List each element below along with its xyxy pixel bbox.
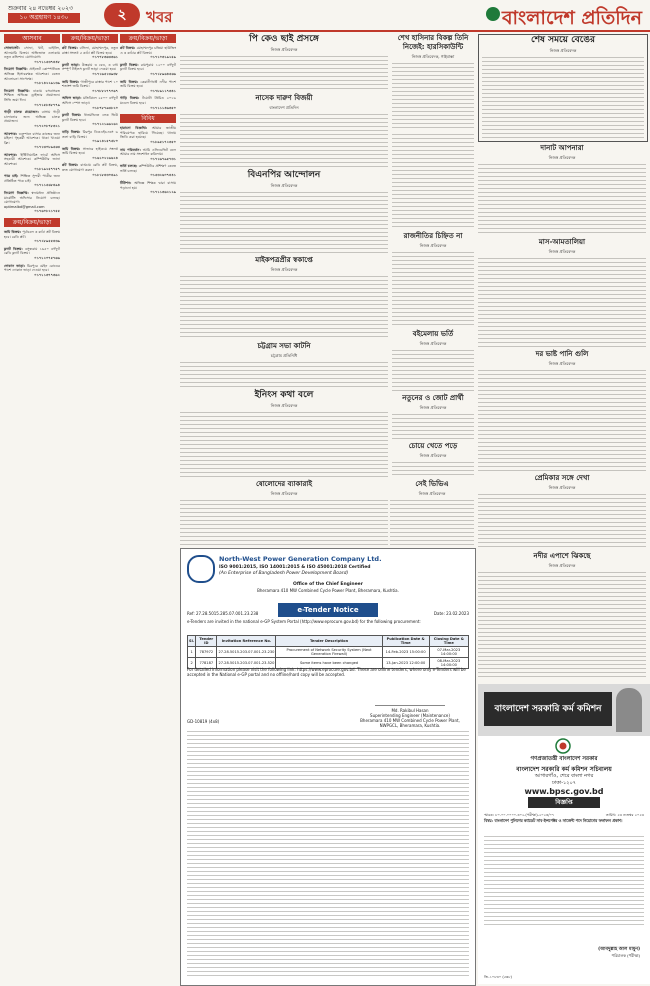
story-byline: নিজস্ব প্রতিবেদক xyxy=(270,491,298,496)
classified-ad xyxy=(62,163,118,177)
ad-key: ফ্ল্যাট বিক্রয়: xyxy=(62,113,82,118)
classified-ad xyxy=(62,130,118,144)
classifieds-header: ক্রয়/বিক্রয়/ভাড়া xyxy=(120,34,176,43)
table-header-cell: Closing Date & Time xyxy=(429,636,468,647)
ad-phone: ০১৭১২১৯৬২৬২ xyxy=(92,122,118,127)
ad-phone: ০১৮১৮৪৩০৪৯১ xyxy=(92,172,118,177)
ad-key: জমি বিক্রয়: xyxy=(62,79,80,84)
news-story xyxy=(180,170,388,254)
ad-phone: ০১৯১৪১৫৭৫৮০ xyxy=(92,139,118,144)
ad-text: ধানমন্ডিতে লেক ভিউ ফ্ল্যাট বিক্রয় হবে। xyxy=(62,113,118,122)
ad-phone: ০১৮৭৮৭৯৩৮২০ xyxy=(92,105,118,110)
table-cell: 1 xyxy=(188,647,196,658)
story-headline: ইনিংস কথা বলে xyxy=(254,390,314,400)
table-cell: Some items have been changed xyxy=(276,658,382,669)
ad-phone: ০১৭১১১৪৬৩৫০ xyxy=(150,105,176,110)
story-headline: দর ভাষ্ট পানি গুলি xyxy=(535,350,589,358)
ad-phone: ০১৭১৬৭৯৫৭৩১ xyxy=(150,156,176,161)
classified-ad xyxy=(62,46,118,60)
classifieds-header: ক্রয়/বিক্রয়/ভাড়া xyxy=(62,34,118,43)
news-story xyxy=(390,480,474,546)
signature-mark xyxy=(375,697,445,706)
ads-list xyxy=(62,46,118,177)
ad-key: নাম পরিবর্তন: xyxy=(120,147,141,152)
table-cell: 27.28.5015.203.07.001.23.520 xyxy=(217,658,276,669)
ad-text: বাসায় গাড়ী চালানোর জন্য অভিজ্ঞ চালক প্রয়োজন। xyxy=(4,110,60,124)
classified-ad xyxy=(4,247,60,261)
ad-text: উত্তরায় ৩ বেড, ৩ বাথ সম্পূর্ণ টাইলস ফ্ল্যাট ভাড়া দেওয়া হবে। xyxy=(62,62,118,72)
ads-list xyxy=(4,230,60,277)
tender-table-header xyxy=(188,636,469,647)
ad-text: রামপুরায় ১২০০ বর্গফুট ফ্ল্যাট বিক্রয় হবে। xyxy=(120,62,176,72)
story-headline: নদীর এপাশে ঝিকছে xyxy=(533,552,591,560)
ad-phone: ০১৬১০২১৬৬২৪ xyxy=(92,155,118,160)
classified-ad xyxy=(120,46,176,60)
organization-city: ঢাকা-১২০৭ xyxy=(551,780,577,786)
bpsc-notice xyxy=(478,684,650,984)
story-byline: নিজস্ব প্রতিবেদক xyxy=(548,361,576,366)
notice-date: Date: 23.02.2023 xyxy=(433,611,469,616)
table-cell: 2 xyxy=(188,658,196,669)
classified-ad xyxy=(4,67,60,85)
story-byline: নিজস্ব প্রতিবেদক, গাইবান্ধা xyxy=(411,54,455,59)
ad-phone: ০১৭১৬৫১৩৯৩৮ xyxy=(92,71,118,76)
signer-title: Superintending Engineer (Maintenance) xyxy=(370,713,450,718)
story-byline: নিজস্ব প্রতিবেদক xyxy=(548,485,576,490)
ad-phone: ০১৭১৩০৮৯৫৬৩ xyxy=(34,145,60,150)
classifieds-header: বিবিধ xyxy=(120,114,176,123)
section-title: খবর xyxy=(146,8,173,26)
classified-ad xyxy=(62,113,118,127)
ad-key: বাড়ি বিক্রয়: xyxy=(62,129,81,134)
story-byline: নিজস্ব প্রতিবেদক xyxy=(548,249,576,254)
signer-name: Md. Rakibul Hasan xyxy=(391,708,429,713)
classified-ad xyxy=(4,110,60,128)
notice-body xyxy=(484,836,644,926)
classifieds-column-3 xyxy=(120,34,176,980)
brand-logo-icon xyxy=(486,7,500,21)
notice-more-info: For detailed information please visit the following link: https://www.eprocure.gov.bd. These are online tenders, where only e-Tenders will be accepted in the National e-GP portal and no offline/hard copy will be accepted. xyxy=(187,667,466,677)
table-cell: 778187 xyxy=(196,658,217,669)
ad-phone: ০১৭১২০৭৫৭৬৬ xyxy=(34,255,60,260)
story-byline: নিজস্ব প্রতিবেদক xyxy=(270,183,298,188)
ad-text: কেরানীগঞ্জে নদীর পাশে জমি বিক্রয় হবে। xyxy=(120,79,176,89)
ad-phone: ০১৭২০৮৭৮৩২১ xyxy=(34,123,60,128)
story-headline: শেষ সময়ে বেঙের xyxy=(531,35,595,45)
ad-text: বাড্ডায় রেডি প্লট বিক্রয়, দ্রুত যোগাযোগ করুন। xyxy=(62,163,118,173)
classified-ad xyxy=(120,181,176,195)
story-headline: চোয়ে খেতে পড়ে xyxy=(408,442,458,450)
news-story xyxy=(392,330,474,392)
story-headline: দানাট আপনারা xyxy=(540,144,584,152)
ad-key: আবশ্যক: xyxy=(4,131,18,136)
table-cell: 13-Jan-2023 12:00:00 xyxy=(382,658,429,669)
ad-phone: ০১৭১০৩১৯২৫৯ xyxy=(150,55,176,60)
bangla-date: ১০ অগ্রহায়ণ ১৪৩০ xyxy=(8,13,80,23)
news-story xyxy=(478,238,646,348)
ad-key: জমি বিক্রয়: xyxy=(120,79,139,84)
ad-key: নিয়োগ বিজ্ঞপ্তি: xyxy=(4,191,29,196)
table-cell: 787972 xyxy=(196,647,217,658)
ad-key: ফ্ল্যাট ভাড়া: xyxy=(62,62,80,67)
memo-date: তারিখ: ২৩ নভেম্বর ২০২৩ xyxy=(605,813,644,817)
ad-key: ফ্ল্যাট বিক্রয়: xyxy=(4,246,23,251)
story-byline: নিজস্ব প্রতিবেদক xyxy=(419,243,447,248)
news-story xyxy=(392,34,474,132)
ad-key: প্লট বিক্রয়: xyxy=(120,46,136,50)
table-header-cell: Publication Date & Time xyxy=(382,636,429,647)
ad-phone: ০১৮১৯২৫৭৭৫৭ xyxy=(34,166,60,171)
notice-intro: e-Tenders are invited in the national e-GP System Portal (http://www.eprocure.gov.bd) for the following procurement: xyxy=(187,619,421,624)
table-row xyxy=(188,647,469,658)
news-story xyxy=(180,342,388,388)
ad-phone: ০১৭৮৮২৭৭০৬৭ xyxy=(92,88,118,93)
ad-text: আমি এফিডেভিট বলে আমার নাম সংশোধন করিলাম। xyxy=(120,147,176,157)
story-byline: নিজস্ব প্রতিবেদক xyxy=(270,403,298,408)
ad-phone: ০১৫৩২৬০৭৪৪১ xyxy=(150,173,176,178)
ad-key: প্লট বিক্রয়: xyxy=(62,163,79,168)
ad-text: টয়োটা প্রিমিও ২০১৬ মডেল বিক্রয় হবে। xyxy=(120,96,176,105)
table-header-cell: Sl. xyxy=(188,636,196,647)
ad-text: মতিঝিলে ২৫০০ বর্গফুট অফিস স্পেস ভাড়া। xyxy=(62,96,118,105)
table-header-cell: Invitation Reference No. xyxy=(217,636,276,647)
ad-key: গাড়ি বিক্রয়: xyxy=(120,96,140,101)
classified-ad xyxy=(62,147,118,161)
news-story xyxy=(180,480,388,546)
table-cell: 07-Mar-2023 14:00:00 xyxy=(429,647,468,658)
portrait-image xyxy=(616,688,642,732)
classified-ad xyxy=(4,132,60,150)
ad-phone: ০১৭১৫৮৪৮৭৭৯ xyxy=(34,102,60,107)
ad-key: ফ্ল্যাট বিক্রয়: xyxy=(120,62,139,67)
government-seal-icon xyxy=(546,738,580,754)
gd-number: জি-১০৮৩০ (৫x৮) xyxy=(484,975,512,979)
ad-phone: ০১৮১৪২২৯১৩৯ xyxy=(34,81,60,86)
news-story xyxy=(392,134,474,230)
ad-text: বসুন্ধরায় ১৬৫০ বর্গফুট রেডি ফ্ল্যাট বিক্রয়। xyxy=(4,246,60,256)
ad-text: স্বনামধন্য প্রতিষ্ঠানে মার্কেটিং অফিসার নিয়োগ চলছে। যোগাযোগ: optimalbd@gmail.com xyxy=(4,191,60,209)
signer-place: Bheramara 410 MW Combined Cycle Power Plant, NWPGCL, Bheramara, Kushtia. xyxy=(360,718,460,728)
ads-list xyxy=(120,126,176,195)
page-number: ২ xyxy=(104,3,140,27)
ad-key: জমি বিক্রয়: xyxy=(62,146,81,151)
classified-ad xyxy=(120,126,176,144)
memo-number: স্মারক: ৮০.০০.০০০০.৩০২.(পরীক্ষা)-২০২৩/০৭ xyxy=(484,813,555,817)
ad-text: প্রাইভেট কোম্পানিতে অভিজ্ঞ হিসাবরক্ষক আবশ্যক। বেতন আলোচনা সাপেক্ষে। xyxy=(4,67,60,81)
bpsc-banner xyxy=(478,684,650,736)
notice-lower-text xyxy=(187,731,469,979)
story-byline: নিজস্ব প্রতিবেদক xyxy=(418,491,446,496)
bpsc-banner-text: বাংলাদেশ সরকারি কর্ম কমিশন xyxy=(484,692,612,726)
news-story xyxy=(180,256,388,340)
ad-key: নিয়োগ বিজ্ঞপ্তি: xyxy=(4,88,30,93)
story-byline: নিজস্ব প্রতিবেদক xyxy=(548,563,576,568)
newspaper-brand: বাংলাদেশ প্রতিদিন xyxy=(501,7,642,29)
story-headline: শেখ হাসিনার বিকল্প তিনি নিজেই: হারসিকাউন্টি xyxy=(397,34,469,51)
ad-phone: ০১৭১৮৯৬৪৫৬৬ xyxy=(150,71,176,76)
story-byline: নিজস্ব প্রতিবেদক xyxy=(548,155,576,160)
news-story xyxy=(478,552,646,680)
classified-ad xyxy=(62,80,118,94)
signature-block xyxy=(355,697,465,728)
ad-key: আবশ্যক: xyxy=(4,152,18,157)
story-headline: রাজনীতির চিহ্নিত না xyxy=(403,232,463,240)
story-byline: চট্টগ্রাম প্রতিনিধি xyxy=(270,353,298,358)
e-tender-notice xyxy=(180,548,476,986)
ad-key: নিয়োগ বিজ্ঞপ্তি: xyxy=(4,67,28,72)
story-headline: বিএনপির আন্দোলন xyxy=(247,170,321,180)
office-name: Office of the Chief Engineer xyxy=(293,582,363,587)
story-byline: নিজস্ব প্রতিবেদক xyxy=(419,453,447,458)
news-story xyxy=(392,394,474,440)
classified-ad xyxy=(4,153,60,171)
iso-line: ISO 9001:2015, ISO 14001:2015 & ISO 45001:2018 Certified xyxy=(219,565,371,570)
ad-text: কম্পিউটার প্রশিক্ষণ কেন্দ্রে ভর্তি চলছে। xyxy=(120,164,176,173)
ad-phone: ০১৭১১৩৭৭৩৬২ xyxy=(34,272,60,277)
table-cell: 27.28.5015.203.07.001.23.230 xyxy=(217,647,276,658)
classified-ad xyxy=(4,264,60,278)
reference-no: Ref: 27.28.5015.285.07.001.23.238 xyxy=(187,611,259,616)
news-story xyxy=(478,474,646,550)
news-story xyxy=(478,350,646,472)
government-name: গণপ্রজাতন্ত্রী বাংলাদেশ সরকার xyxy=(530,756,598,762)
ad-phone: ০১৭১১৫৬৮৪৯৪ xyxy=(34,183,60,188)
masthead xyxy=(0,0,650,32)
news-story xyxy=(180,94,388,168)
notice-label: বিজ্ঞপ্তি xyxy=(528,797,600,808)
ads-list xyxy=(120,46,176,110)
issue-date: শুক্রবার ২৪ নভেম্বর ২০২৩ xyxy=(8,5,73,12)
ad-key: সোফাসেট: xyxy=(4,46,20,50)
ad-phone: ০১৭৮৯১১৭৩৪১ xyxy=(150,88,176,93)
ad-text: বসিলা, মোহাম্মদপুর, নতুন রাস্তা সংলগ্ন ৫ কাঠা প্লট বিক্রয় হবে। xyxy=(62,46,119,55)
table-cell: Procurement of Network Security System (Next Generation Firewall) xyxy=(276,647,382,658)
ad-text: মিরপুরে মেইন রোডের পাশে দোকান ভাড়া দেওয়া হবে। xyxy=(4,263,60,273)
ad-text: মিরপুর ডিওএইচএসে ৬ তলা বাড়ি বিক্রয়। xyxy=(62,129,118,139)
organization-name: বাংলাদেশ সরকারি কর্ম কমিশন সচিবালয় xyxy=(516,766,612,773)
story-byline: নিজস্ব প্রতিবেদক xyxy=(270,47,298,52)
ads-list xyxy=(4,46,60,214)
ad-key: প্লট বিক্রয়: xyxy=(62,46,78,50)
story-headline: সেই ভিভিএ xyxy=(415,480,449,488)
story-byline: নিজস্ব প্রতিবেদক xyxy=(549,48,577,53)
organization-website: www.bpsc.gov.bd xyxy=(524,787,604,796)
ad-key: দোকান ভাড়া: xyxy=(4,263,25,268)
ad-text: শিক্ষিত সুন্দরী পাত্রীর জন্য প্রতিষ্ঠিত পাত্র চাই। xyxy=(4,174,60,183)
news-story xyxy=(180,34,388,92)
classified-ad xyxy=(4,46,60,64)
gd-number: GD-10819 (4x8) xyxy=(187,719,220,724)
classified-ad xyxy=(120,63,176,77)
classified-ad xyxy=(120,96,176,110)
table-header-cell: Tender ID xyxy=(196,636,217,647)
company-name: North-West Power Generation Company Ltd. xyxy=(219,555,382,563)
news-story xyxy=(392,232,474,328)
ad-text: অভিজ্ঞ শিক্ষক দ্বারা বাসায় পড়ানো হয়। xyxy=(120,181,176,190)
news-story xyxy=(392,442,474,478)
tender-table-body xyxy=(188,647,469,669)
company-logo-icon xyxy=(187,555,215,583)
tender-table xyxy=(187,635,469,669)
story-headline: নাসেক দারুণ বিজয়ী xyxy=(255,94,313,102)
classifieds-header: আসবাব xyxy=(4,34,60,43)
story-byline: বাংলাদেশ প্রতিদিন xyxy=(269,105,299,110)
signer-role: পরিচালক (পরীক্ষা) xyxy=(611,953,640,958)
ad-phone: ০১৮৯৫১৭২৩৫০ xyxy=(150,139,176,144)
ad-key: গাড়ী চালক প্রয়োজন: xyxy=(4,110,39,115)
organization-place: আগারগাঁও, শেরে বাংলা নগর xyxy=(534,773,594,779)
story-byline: নিজস্ব প্রতিবেদক xyxy=(419,341,447,346)
notice-subject: বিষয়: বাংলাদেশ পুলিশের ক্যাডেট সাব-ইন্সপেক্টর ও সার্জেন্ট পদে নিয়োগের ফলাফল প্রকাশ। xyxy=(484,818,623,823)
ad-phone: ০১৭১১৩৬২১২৯ xyxy=(150,190,176,195)
ad-phone: ০১৭৭৮৩৬৩৩৬১ xyxy=(92,55,118,60)
ad-text: মোহাম্মদপুর চন্দ্রিমা হাউজিং এ ৩ কাঠার প্লট বিক্রয়। xyxy=(120,46,176,55)
ad-phone: ০১৭২৮৯৫৫৪৩৯ xyxy=(34,239,60,244)
story-headline: ষোলোদের ব্যাকারাই xyxy=(256,480,312,488)
story-headline: চট্টগ্রাম সভা কাটনি xyxy=(257,342,311,350)
story-headline: প্রেমিকার সঙ্গে দেখা xyxy=(534,474,590,482)
classified-ad xyxy=(4,230,60,244)
signer-name: (আবদুল্লাহ আল মামুন) xyxy=(598,947,640,952)
classified-ad xyxy=(4,174,60,188)
ad-text: সোফা, খাট, ডাইনিং, আলমারি বিক্রয়। অভিজাত এলাকায় নতুন কন্ডিশন। যোগাযোগ: xyxy=(4,46,60,60)
ad-phone: ০১৭৬০৮২১৭৫৫ xyxy=(34,209,60,214)
classified-ad xyxy=(4,191,60,214)
ad-text: আমার জাতীয় পরিচয়পত্র হারিয়ে গিয়েছে। থানায় জিডি করা হয়েছে। xyxy=(120,126,176,140)
classifieds-column-2 xyxy=(62,34,118,980)
news-story xyxy=(478,144,646,236)
ad-key: ভর্তি চলছে: xyxy=(120,164,138,169)
notice-title: e-Tender Notice xyxy=(278,603,378,617)
enterprise-line: (An Enterprise of Bangladesh Power Development Board) xyxy=(219,571,349,576)
ad-key: জমি বিক্রয়: xyxy=(4,230,22,234)
story-headline: মাইকপত্রপ্রীর স্বকাপ্তে xyxy=(255,256,313,264)
ad-key: পাত্র চাই: xyxy=(4,174,19,179)
story-headline: মাস-আমতালিয়া xyxy=(538,238,586,246)
classified-ad xyxy=(120,148,176,162)
ad-text: ইঞ্জিনিয়ারিং ফার্মে অফিস সহকারী আবশ্যক। কম্পিউটার জানা আবশ্যক। xyxy=(4,152,60,167)
ad-phone: ০১৭১১৫৩৭৪৪৮ xyxy=(34,59,60,64)
classifieds-column-1 xyxy=(4,34,60,980)
ad-key: হারানো বিজ্ঞপ্তি: xyxy=(120,126,148,131)
ad-text: গুলশানে বাসার কাজের জন্য মহিলা গৃহকর্মী আবশ্যক। থাকা খাওয়া ফ্রি। xyxy=(4,131,60,145)
classified-ad xyxy=(62,96,118,110)
classifieds-header: ক্রয়/বিক্রয়/ভাড়া xyxy=(4,218,60,227)
story-byline: নিজস্ব প্রতিবেদক xyxy=(419,405,447,410)
table-cell: 08-Mar-2023 14:00:00 xyxy=(429,658,468,669)
story-headline: বইমেলায় ভর্তি xyxy=(412,330,454,338)
ad-text: পূর্বাচলে ৩ কাঠা প্লট বিক্রয় হবে। রেডি প্লট। xyxy=(4,230,60,239)
ad-text: সাভারে হাইওয়ে সংলগ্ন জমি বিক্রয় হবে। xyxy=(62,146,118,156)
news-story xyxy=(478,34,648,142)
ad-text: গাজীপুরে রাস্তার পাশে ১০ শতাংশ জমি বিক্রয়। xyxy=(62,79,118,89)
story-byline: নিজস্ব প্রতিবেদক xyxy=(270,267,298,272)
office-address: Bheramara 410 MW Combined Cycle Power Plant, Bheramara, Kushtia. xyxy=(257,588,399,593)
table-header-cell: Tender Description xyxy=(276,636,382,647)
ad-key: অফিস ভাড়া: xyxy=(62,96,82,101)
news-story xyxy=(180,390,388,478)
story-headline: পি কেও ছাই প্রসঙ্গে xyxy=(249,34,319,44)
ad-text: ঢাকায় বসবাসরত শিক্ষিত অভিজ্ঞ ড্রাইভার প্রয়োজন। সিভি জমা দিন। xyxy=(4,88,60,102)
ad-key: টিউশন: xyxy=(120,181,132,186)
classified-ad xyxy=(62,63,118,77)
classified-ad xyxy=(120,80,176,94)
story-headline: নতুনের ও জোট প্রার্থী xyxy=(402,394,464,402)
classified-ad xyxy=(4,89,60,107)
classified-ad xyxy=(120,164,176,178)
table-cell: 14-Feb-2023 15:00:00 xyxy=(382,647,429,658)
